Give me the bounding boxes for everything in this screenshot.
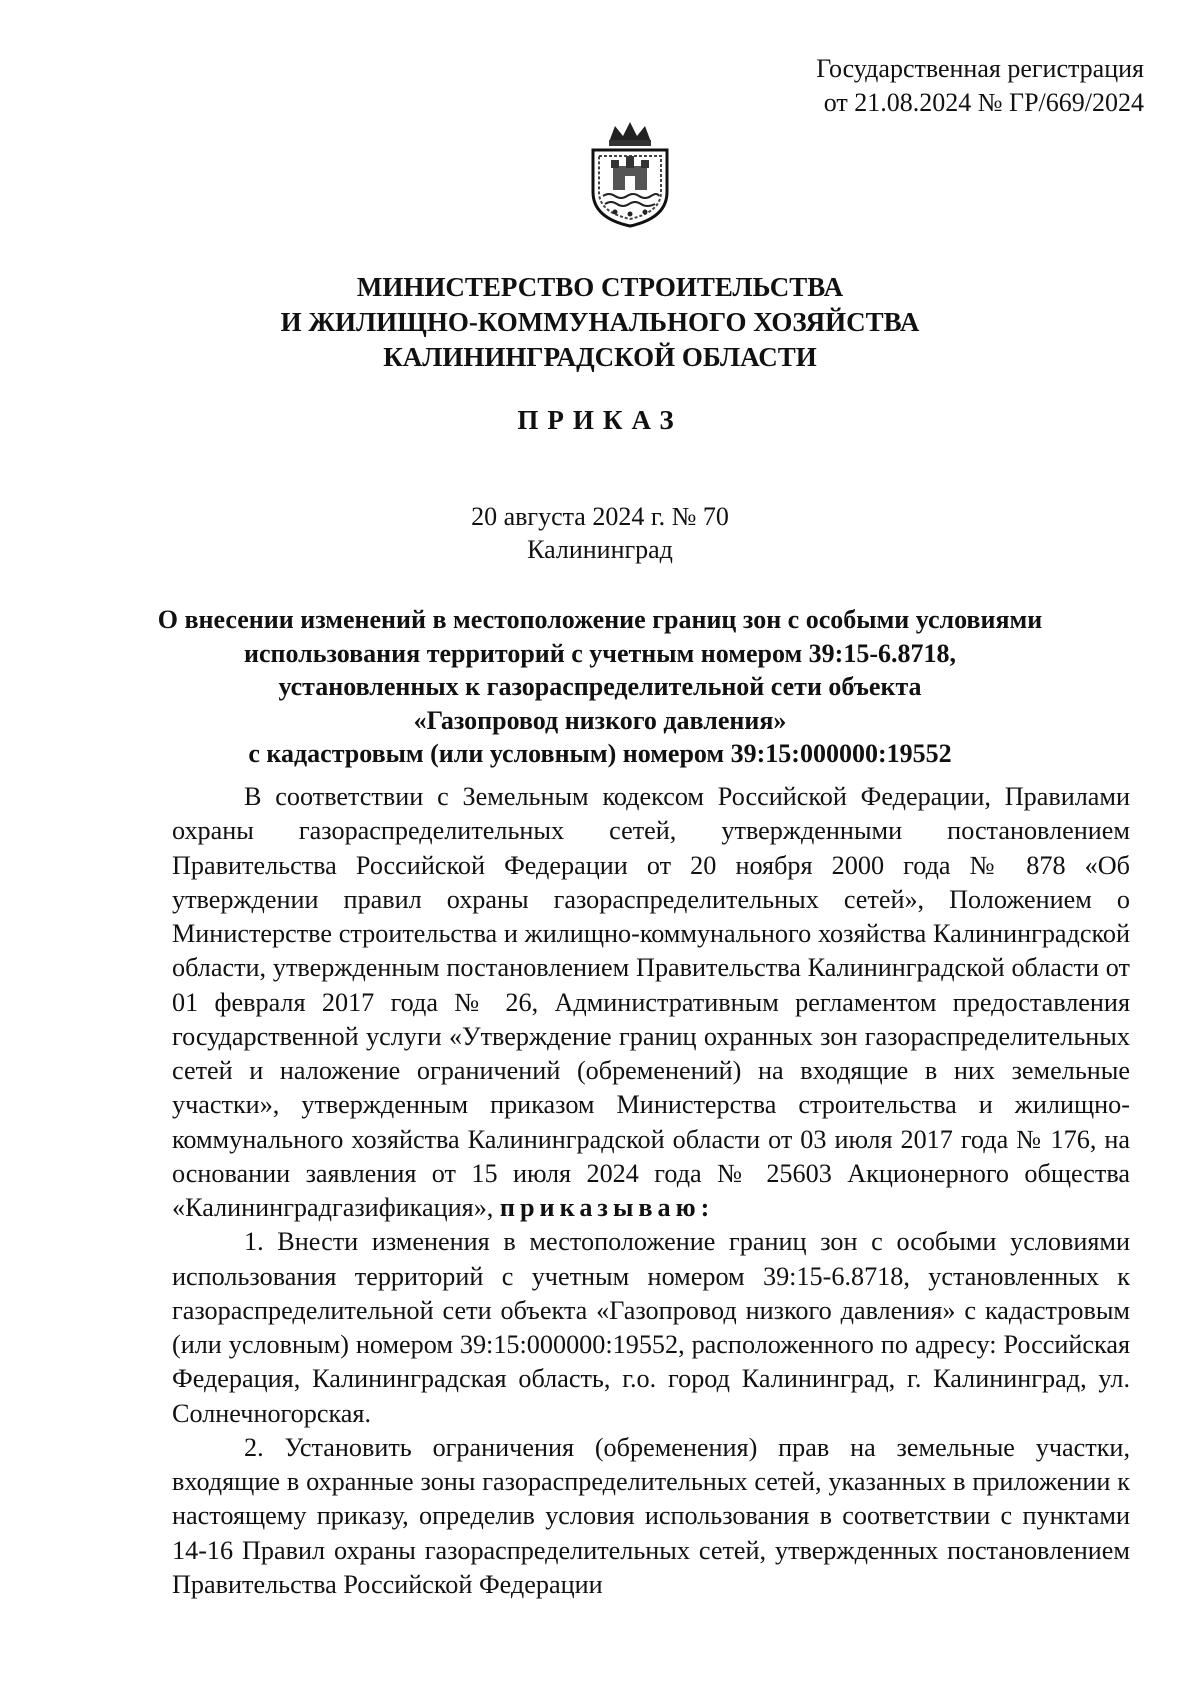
registration-line-1: Государственная регистрация	[816, 54, 1144, 83]
order-date-number: 20 августа 2024 г. № 70	[471, 502, 729, 531]
ministry-line-3: КАЛИНИНГРАДСКОЙ ОБЛАСТИ	[383, 342, 817, 372]
subject-line-4: «Газопровод низкого давления»	[413, 705, 787, 735]
item-1-text: 1. Внести изменения в местоположение границ зон с особыми условиями использования территорий с учетным номером 39:15-6.8718, установленных к газораспределительной сети объекта «Газопровод низкого давления» с кадастровым (или условным) номером 39:15:000000:19552, расположенного по адресу: Российская Федерация, Калининградская область, г.о. город Калининград, г. Калининград, ул. Солнечногорская.	[172, 1227, 1130, 1428]
subject-line-1: О внесении изменений в местоположение границ зон с особыми условиями	[157, 605, 1043, 634]
order-word: приказываю:	[499, 1193, 715, 1222]
subject-line-5: с кадастровым (или условным) номером 39:15:000000:19552	[248, 739, 952, 768]
order-body	[172, 780, 1130, 1602]
date-and-number-block	[100, 500, 1100, 566]
document-type: ПРИКАЗ	[517, 405, 683, 435]
item-2-tail: утвержденных постановлением Правительства Российской Федерации	[172, 1535, 1130, 1599]
kaliningrad-coat-of-arms-icon	[579, 120, 681, 228]
order-city: Калининград	[527, 535, 673, 564]
item-2-paragraph	[172, 1431, 1130, 1602]
ministry-line-2: И ЖИЛИЩНО-КОММУНАЛЬНОГО ХОЗЯЙСТВА	[280, 307, 920, 337]
subject-line-3: установленных к газораспределительной сети объекта	[278, 672, 922, 701]
preamble-text: В соответствии с Земельным кодексом Российской Федерации, Правилами охраны газораспределительных сетей, утвержденными постановлением Правительства Российской Федерации от 20 ноября 2000 года № 878 «Об утверждении правил охраны газораспределительных сетей», Положением о Министерстве строительства и жилищно-коммунального хозяйства Калининградской области, утвержденным постановлением Правительства Калининградской области от 01 февраля 2017 года № 26, Административным регламентом предоставления государственной услуги «Утверждение границ охранных зон газораспределительных сетей и наложение ограничений (обременений) на входящие в них земельные участки», утвержденным приказом Министерства строительства и жилищно-коммунального хозяйства Калининградской области от 03 июля 2017 года № 176, на основании заявления от 15 июля 2024 года № 25603 Акционерного общества «Калининградгазификация»,	[172, 782, 1130, 1222]
item-1-paragraph	[172, 1225, 1130, 1431]
ministry-name	[100, 270, 1100, 375]
subject-line-2: использования территорий с учетным номером 39:15-6.8718,	[243, 638, 956, 668]
ministry-line-1: МИНИСТЕРСТВО СТРОИТЕЛЬСТВА	[356, 272, 844, 302]
registration-stamp	[684, 52, 1144, 120]
item-2-text: 2. Установить ограничения (обременения) прав на земельные участки, входящие в охранные зоны газораспределительных сетей, указанных в приложении к настоящему приказу, определив условия использования в соответствии с пунктами 14-16 Правил охраны газораспределительных сетей,	[172, 1432, 1130, 1565]
preamble-paragraph	[172, 780, 1130, 1225]
order-subject	[150, 603, 1050, 771]
registration-line-2: от 21.08.2024 № ГР/669/2024	[823, 88, 1144, 117]
